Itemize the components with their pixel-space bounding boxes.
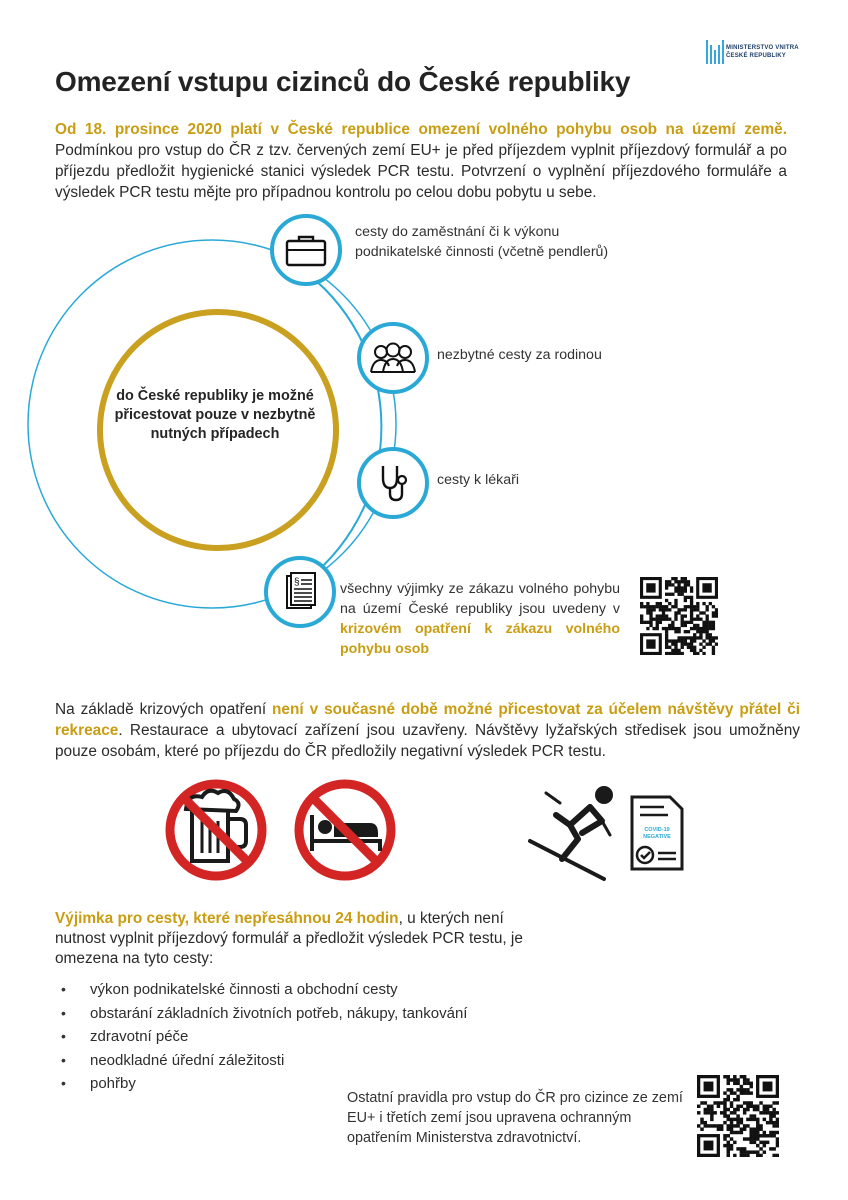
intro-highlight: Od 18. prosince 2020 platí v České republice omezení volného pohybu osob na území země. [55, 121, 787, 138]
restrictions-highlight: není v současné době možné přicestovat za účelem návštěvy přátel či rekreace [55, 701, 800, 739]
exception-paragraph [55, 909, 555, 969]
qr-code-icon[interactable] [697, 1075, 779, 1157]
restrictions-paragraph [55, 699, 800, 762]
list-item: • výkon podnikatelské činnosti a obchodní cesty [55, 978, 467, 1002]
reason-family: nezbytné cesty za rodinou [437, 347, 602, 363]
exception-list [55, 978, 467, 1096]
list-item: • obstarání základních životních potřeb, nákupy, tankování [55, 1002, 467, 1026]
briefcase-icon [284, 232, 328, 268]
svg-text:§: § [294, 577, 300, 588]
list-item: • neodkladné úřední záležitosti [55, 1049, 467, 1073]
restrictions-text-a: Na základě krizových opatření [55, 701, 273, 718]
logo-line-1: MINISTERSTVO VNITRA [726, 45, 799, 51]
reason-exceptions [340, 579, 620, 659]
list-item: • zdravotní péče [55, 1025, 467, 1049]
stethoscope-icon [375, 462, 411, 504]
certificate-line-1: COVID-19 [644, 827, 670, 833]
intro-text: Podmínkou pro vstup do ČR z tzv. červených zemí EU+ je před příjezdem vyplnit příjezdový formulář a po příjezdu předložit hygienické stanici výsledek PCR testu. Potvrzení o vyplnění příjezdového formuláře a výsledek PCR testu mějte pro případnou kontrolu po celou dobu pobytu u sebe. [55, 142, 787, 201]
exception-text: , u kterých není nutnost vyplnit příjezdový formulář a předložit výsledek PCR testu, je omezena na tyto cesty: [55, 910, 523, 967]
crisis-measure-link[interactable]: krizovém opatření k zákazu volného pohybu osob [340, 621, 620, 657]
reason-exceptions-text: všechny výjimky ze zákazu volného pohybu na území České republiky jsou uvedeny v [340, 581, 620, 617]
reason-doctor: cesty k lékaři [437, 472, 519, 488]
qr-code-icon[interactable] [640, 577, 718, 655]
certificate-line-2: NEGATIVE [643, 834, 671, 840]
document-circle [264, 556, 336, 628]
no-beer-icon [170, 784, 262, 876]
reason-work: cesty do zaměstnání či k výkonu podnikatelské činnosti (včetně pendlerů) [355, 224, 609, 260]
center-text: do České republiky je možné přicestovat pouze v nezbytně nutných případech [114, 388, 316, 442]
stethoscope-circle [357, 447, 429, 519]
no-bed-icon [299, 784, 391, 876]
restrictions-text-b: . Restaurace a ubytovací zařízení jsou uzavřeny. Návštěvy lyžařských středisek jsou umožněny pouze osobám, které po příjezdu do ČR předložily negativní výsledek PCR testu. [55, 722, 800, 760]
logo-text [726, 44, 799, 60]
briefcase-circle [270, 214, 342, 286]
footer-note: Ostatní pravidla pro vstup do ČR pro cizince ze zemí EU+ i třetích zemí jsou upravena ochranným opatřením Ministerstva zdravotnictví. [347, 1090, 683, 1146]
page-title: Omezení vstupu cizinců do České republiky [55, 66, 631, 97]
covid-negative-certificate-icon [632, 797, 682, 869]
document-paragraph-icon [282, 571, 318, 613]
intro-paragraph [55, 119, 787, 203]
family-circle [357, 322, 429, 394]
family-icon [369, 340, 417, 376]
icons-row [0, 775, 848, 895]
skier-icon [530, 786, 613, 879]
list-item: • pohřby [55, 1072, 467, 1096]
logo-line-2: ČESKÉ REPUBLIKY [726, 53, 787, 59]
exception-highlight: Výjimka pro cesty, které nepřesáhnou 24 hodin [55, 910, 399, 927]
